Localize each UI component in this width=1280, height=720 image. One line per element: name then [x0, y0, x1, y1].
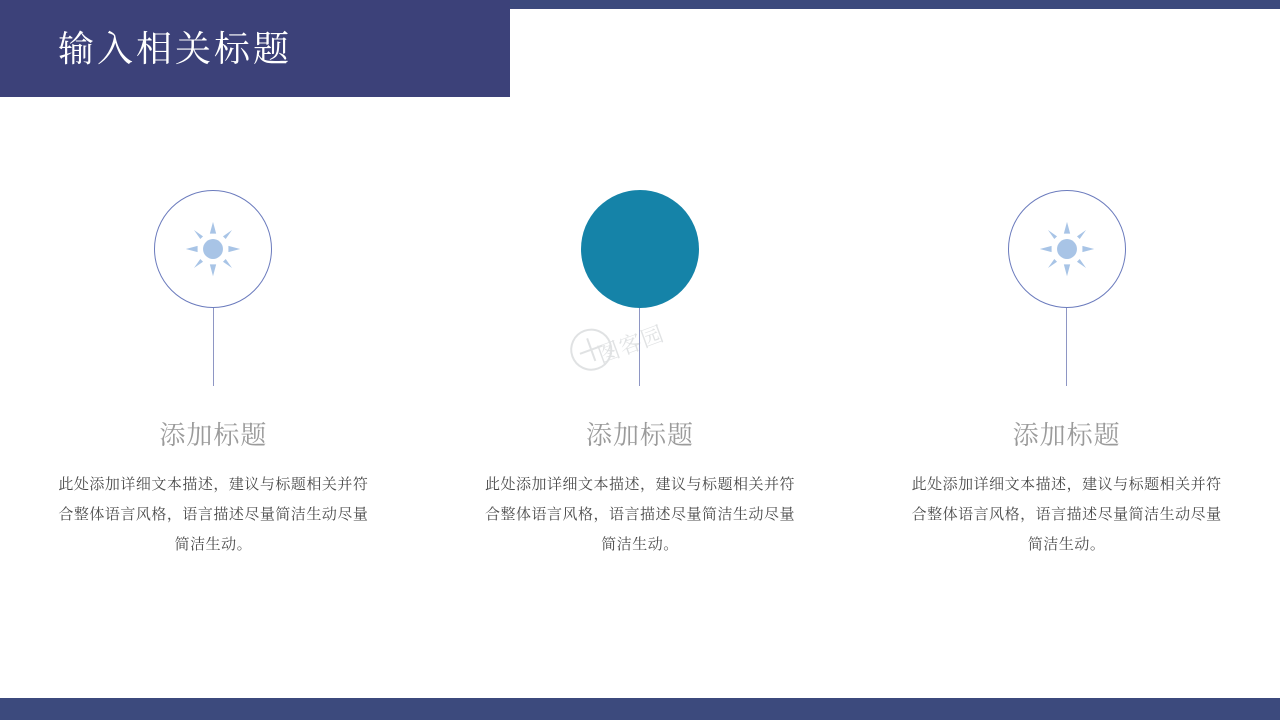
column-body: 此处添加详细文本描述，建议与标题相关并符合整体语言风格，语言描述尽量简洁生动尽量简洁生动。: [911, 476, 1222, 553]
connector-line: [213, 308, 214, 386]
column-item: [427, 190, 854, 560]
column-title: 添加标题: [585, 420, 694, 450]
column-title: 添加标题: [1012, 420, 1121, 450]
watermark-text: 图客园: [594, 320, 668, 368]
icon-circle[interactable]: [581, 190, 699, 308]
icon-circle[interactable]: [154, 190, 272, 308]
connector-line: [639, 308, 640, 386]
column-title: 添加标题: [159, 420, 268, 450]
sun-icon: [184, 220, 242, 278]
bottom-accent-bar: [0, 698, 1280, 720]
column-body: 此处添加详细文本描述，建议与标题相关并符合整体语言风格，语言描述尽量简洁生动尽量简洁生动。: [58, 476, 369, 553]
column-item: [853, 190, 1280, 560]
content-columns: [0, 190, 1280, 560]
column-item: [0, 190, 427, 560]
column-body: 此处添加详细文本描述，建议与标题相关并符合整体语言风格，语言描述尽量简洁生动尽量简洁生动。: [484, 476, 795, 553]
connector-line: [1066, 308, 1067, 386]
icon-circle[interactable]: [1008, 190, 1126, 308]
sun-icon: [1038, 220, 1096, 278]
title-block: [0, 0, 510, 97]
page-title: 输入相关标题: [58, 27, 293, 69]
